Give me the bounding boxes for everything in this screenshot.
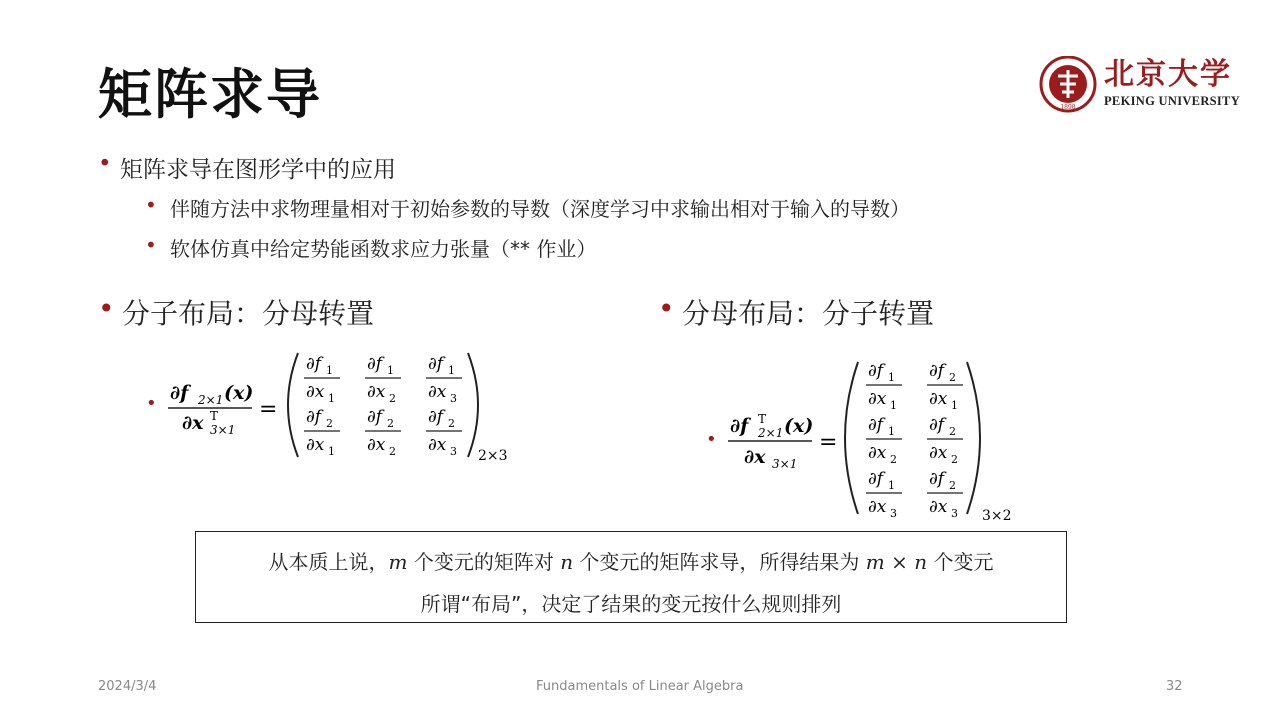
numerator: ∂f bbox=[868, 469, 884, 489]
numerator: ∂f bbox=[929, 469, 945, 489]
numerator-index: 1 bbox=[326, 364, 333, 377]
right-lhs-den-sub: 3×1 bbox=[772, 457, 798, 471]
numerator-index: 2 bbox=[448, 417, 455, 430]
left-size: 2×3 bbox=[478, 448, 508, 464]
summary-var-n: n bbox=[560, 550, 574, 574]
slide-title: 矩阵求导 bbox=[98, 63, 322, 126]
left-eq: = bbox=[259, 397, 278, 422]
summary-var-m: m bbox=[388, 550, 408, 574]
summary-line-1-part-a: 从本质上说， bbox=[268, 550, 389, 574]
denominator: ∂x bbox=[868, 443, 887, 463]
bullet-dot: • bbox=[98, 292, 115, 325]
numerator: ∂f bbox=[306, 354, 322, 374]
denominator-index: 2 bbox=[389, 445, 396, 458]
denominator: ∂x bbox=[367, 382, 386, 402]
numerator: ∂f bbox=[428, 407, 444, 427]
denominator: ∂x bbox=[428, 435, 447, 455]
right-entry-2-2 bbox=[927, 415, 963, 466]
right-entry-1-1 bbox=[866, 361, 902, 412]
left-entry-1-1 bbox=[304, 354, 340, 405]
numerator-index: 2 bbox=[949, 371, 956, 384]
denominator: ∂x bbox=[367, 435, 386, 455]
bullet-dot: • bbox=[658, 292, 675, 325]
denominator-index: 3 bbox=[450, 445, 457, 458]
seal-year: 1898 bbox=[1060, 104, 1076, 111]
numerator-index: 1 bbox=[888, 479, 895, 492]
logo-wordmark bbox=[1104, 58, 1240, 109]
right-lhs-num-sup: T bbox=[758, 412, 767, 426]
peking-university-seal-icon bbox=[1038, 56, 1102, 116]
summary-line-1 bbox=[196, 546, 1066, 575]
numerator-index: 1 bbox=[888, 425, 895, 438]
left-lhs-num-sub: 2×1 bbox=[198, 393, 224, 407]
left-lhs-den-sub: 3×1 bbox=[210, 423, 236, 437]
bullet-sub1-text: 伴随方法中求物理量相对于初始参数的导数（深度学习中求输出相对于输入的导数） bbox=[170, 197, 910, 221]
bullet-dot: • bbox=[145, 233, 157, 257]
bullet-main-text: 矩阵求导在图形学中的应用 bbox=[120, 157, 396, 183]
left-entry-2-2 bbox=[365, 407, 401, 458]
right-paren-open bbox=[845, 362, 858, 514]
logo-english: PEKING UNIVERSITY bbox=[1104, 94, 1241, 108]
denominator: ∂x bbox=[428, 382, 447, 402]
denominator: ∂x bbox=[306, 435, 325, 455]
right-lhs-num-sub: 2×1 bbox=[758, 426, 784, 440]
right-size: 3×2 bbox=[982, 508, 1012, 524]
summary-var-mxn: m × n bbox=[865, 550, 928, 574]
numerator-index: 2 bbox=[387, 417, 394, 430]
denominator-index: 1 bbox=[328, 445, 335, 458]
left-entry-1-3 bbox=[426, 354, 462, 405]
denominator-index: 2 bbox=[389, 392, 396, 405]
right-lhs-num-arg: (𝒙) bbox=[784, 415, 814, 437]
numerator: ∂f bbox=[929, 361, 945, 381]
right-formula bbox=[722, 352, 1042, 527]
numerator-index: 1 bbox=[448, 364, 455, 377]
denominator: ∂x bbox=[306, 382, 325, 402]
summary-box bbox=[195, 531, 1067, 623]
footer-page: 32 bbox=[1166, 679, 1183, 694]
footer-date: 2024/3/4 bbox=[98, 679, 157, 694]
summary-line-1-part-b: 个变元的矩阵对 bbox=[407, 550, 561, 574]
left-lhs-den-sup: T bbox=[210, 409, 219, 423]
left-formula bbox=[160, 345, 540, 475]
right-lhs-den: ∂𝒙 bbox=[744, 446, 766, 468]
right-lhs-num: ∂𝒇 bbox=[730, 415, 749, 437]
denominator: ∂x bbox=[868, 389, 887, 409]
numerator: ∂f bbox=[367, 354, 383, 374]
left-paren-close bbox=[468, 353, 478, 457]
bullet-sub2-text: 软体仿真中给定势能函数求应力张量（** 作业） bbox=[170, 237, 597, 261]
denominator: ∂x bbox=[929, 497, 948, 517]
numerator-index: 2 bbox=[949, 425, 956, 438]
right-entry-3-2 bbox=[927, 469, 963, 520]
left-heading-text: 分子布局：分母转置 bbox=[122, 297, 375, 330]
right-entry-2-1 bbox=[866, 415, 902, 466]
bullet-dot: • bbox=[145, 193, 157, 217]
denominator-index: 2 bbox=[890, 453, 897, 466]
footer-course: Fundamentals of Linear Algebra bbox=[536, 679, 744, 694]
summary-line-1-part-d: 个变元 bbox=[927, 550, 994, 574]
numerator-index: 1 bbox=[888, 371, 895, 384]
right-paren-close bbox=[967, 362, 980, 514]
right-entry-1-2 bbox=[927, 361, 963, 412]
numerator: ∂f bbox=[868, 415, 884, 435]
summary-line-1-part-c: 个变元的矩阵求导，所得结果为 bbox=[573, 550, 866, 574]
denominator-index: 1 bbox=[951, 399, 958, 412]
denominator: ∂x bbox=[929, 389, 948, 409]
left-lhs-den: ∂𝒙 bbox=[182, 412, 204, 434]
numerator: ∂f bbox=[367, 407, 383, 427]
numerator: ∂f bbox=[428, 354, 444, 374]
summary-line-2: 所谓“布局”，决定了结果的变元按什么规则排列 bbox=[420, 592, 842, 616]
denominator-index: 1 bbox=[890, 399, 897, 412]
numerator: ∂f bbox=[868, 361, 884, 381]
numerator: ∂f bbox=[306, 407, 322, 427]
left-lhs-num-arg: (𝒙) bbox=[224, 382, 254, 404]
numerator: ∂f bbox=[929, 415, 945, 435]
bullet-dot: • bbox=[98, 151, 112, 177]
denominator: ∂x bbox=[929, 443, 948, 463]
left-lhs-num: ∂𝒇 bbox=[170, 382, 189, 404]
left-entry-2-3 bbox=[426, 407, 462, 458]
denominator-index: 3 bbox=[450, 392, 457, 405]
left-paren-open bbox=[288, 353, 298, 457]
denominator-index: 2 bbox=[951, 453, 958, 466]
right-eq: = bbox=[819, 430, 838, 455]
denominator-index: 3 bbox=[951, 507, 958, 520]
left-entry-2-1 bbox=[304, 407, 340, 458]
numerator-index: 2 bbox=[326, 417, 333, 430]
left-entry-1-2 bbox=[365, 354, 401, 405]
numerator-index: 1 bbox=[387, 364, 394, 377]
denominator: ∂x bbox=[868, 497, 887, 517]
denominator-index: 3 bbox=[890, 507, 897, 520]
logo-chinese: 北京大学 bbox=[1104, 57, 1232, 92]
numerator-index: 2 bbox=[949, 479, 956, 492]
denominator-index: 1 bbox=[328, 392, 335, 405]
right-entry-3-1 bbox=[866, 469, 902, 520]
right-heading-text: 分母布局：分子转置 bbox=[682, 297, 935, 330]
